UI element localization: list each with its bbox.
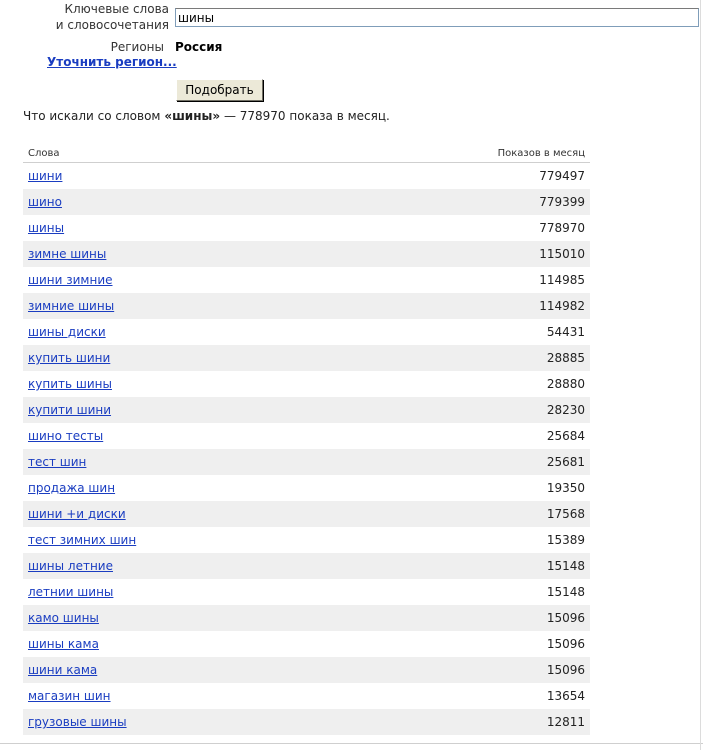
row-count-cell: 17568: [334, 501, 590, 527]
row-count-cell: 15096: [546, 637, 585, 651]
table-row: [23, 553, 590, 579]
row-count-cell: 25681: [334, 449, 590, 475]
row-word-cell: [23, 215, 334, 241]
summary-prefix: Что искали со словом: [23, 109, 165, 123]
row-count-cell: 13654: [546, 689, 585, 703]
summary-suffix: — 778970 показа в месяц.: [220, 109, 390, 123]
table-row: [23, 631, 590, 657]
results-body: [23, 163, 590, 736]
keyword-link[interactable]: тест зимних шин: [28, 533, 137, 547]
keyword-link[interactable]: шины летние: [28, 559, 113, 573]
table-row: [23, 501, 590, 527]
table-row: [23, 163, 590, 190]
row-word-cell: [23, 527, 334, 553]
row-word-cell: [23, 475, 334, 501]
keywords-input[interactable]: [175, 8, 699, 27]
keyword-link[interactable]: тест шин: [28, 455, 87, 469]
row-count-cell: 15096: [334, 657, 590, 683]
regions-label: Регионы: [110, 40, 164, 54]
keywords-label-line1: Ключевые слова: [64, 2, 169, 16]
row-count-cell: 15148: [334, 553, 590, 579]
column-header-count: Показов в месяц: [334, 145, 590, 163]
row-count-cell: 28230: [334, 397, 590, 423]
table-row: [23, 475, 590, 501]
table-row: [23, 423, 590, 449]
keyword-link[interactable]: грузовые шины: [28, 715, 127, 729]
row-word-cell: [23, 501, 334, 527]
table-row: [23, 267, 590, 293]
keyword-link[interactable]: шини: [28, 169, 63, 183]
row-word-cell: [23, 449, 334, 475]
region-value: Россия: [175, 40, 223, 54]
keyword-link[interactable]: шины диски: [28, 325, 106, 339]
row-count-cell: 15096: [334, 605, 590, 631]
row-count-cell: 28885: [334, 345, 590, 371]
row-word-cell: [23, 683, 334, 709]
keyword-link[interactable]: шини +и диски: [28, 507, 126, 521]
row-word-cell: [23, 579, 334, 605]
row-word-cell: [23, 397, 334, 423]
table-row: [23, 215, 590, 241]
row-word-cell: [23, 423, 334, 449]
row-word-cell: [23, 293, 334, 319]
table-row: [23, 709, 590, 735]
row-word-cell: [23, 631, 334, 657]
table-row: [23, 241, 590, 267]
table-row: [23, 683, 590, 709]
row-count-cell: 778970: [539, 221, 585, 235]
keywords-label: [20, 1, 169, 33]
keyword-link[interactable]: шини зимние: [28, 273, 113, 287]
row-count-cell: 114982: [334, 293, 590, 319]
row-word-cell: [23, 241, 334, 267]
keyword-link[interactable]: шины: [28, 221, 65, 235]
table-row: [23, 397, 590, 423]
table-row: [23, 293, 590, 319]
keyword-link[interactable]: магазин шин: [28, 689, 111, 703]
row-word-cell: [23, 189, 334, 215]
row-count-cell: 15148: [546, 585, 585, 599]
summary-keyword: «шины»: [164, 109, 221, 123]
keyword-link[interactable]: шини кама: [28, 663, 98, 677]
table-row: [23, 449, 590, 475]
row-word-cell: [23, 605, 334, 631]
row-word-cell: [23, 345, 334, 371]
row-word-cell: [23, 553, 334, 579]
table-row: [23, 345, 590, 371]
row-count-cell: 25684: [546, 429, 585, 443]
keyword-link[interactable]: продажа шин: [28, 481, 116, 495]
row-count-cell: 115010: [334, 241, 590, 267]
right-edge-divider: [700, 0, 701, 750]
table-row: [23, 579, 590, 605]
keyword-link[interactable]: камо шины: [28, 611, 99, 625]
bottom-divider: [0, 743, 703, 744]
column-header-word: Слова: [23, 145, 334, 163]
keyword-link[interactable]: купить шини: [28, 351, 111, 365]
row-count-cell: 19350: [546, 481, 585, 495]
table-row: [23, 657, 590, 683]
row-word-cell: [23, 267, 334, 293]
row-count-cell: 15389: [546, 533, 585, 547]
table-row: [23, 319, 590, 345]
table-row: [23, 527, 590, 553]
table-header-row: [23, 145, 590, 163]
keyword-link[interactable]: зимние шины: [28, 299, 115, 313]
row-word-cell: [23, 709, 334, 735]
keyword-link[interactable]: зимне шины: [28, 247, 107, 261]
row-count-cell: 779497: [539, 169, 585, 183]
row-word-cell: [23, 319, 334, 345]
row-word-cell: [23, 163, 334, 190]
row-count-cell: 28880: [546, 377, 585, 391]
table-row: [23, 371, 590, 397]
row-count-cell: 12811: [334, 709, 590, 735]
row-word-cell: [23, 371, 334, 397]
keyword-link[interactable]: купити шини: [28, 403, 112, 417]
table-row: [23, 189, 590, 215]
submit-button[interactable]: Подобрать: [176, 79, 263, 101]
keywords-label-line2: и словосочетания: [55, 18, 169, 32]
row-count-cell: 779399: [334, 189, 590, 215]
row-word-cell: [23, 657, 334, 683]
search-summary: [23, 109, 390, 123]
row-count-cell: 114985: [539, 273, 585, 287]
row-count-cell: 54431: [546, 325, 585, 339]
keyword-link[interactable]: летнии шины: [28, 585, 114, 599]
keyword-link[interactable]: купить шины: [28, 377, 112, 391]
refine-region-link[interactable]: Уточнить регион...: [47, 55, 177, 69]
results-table: [23, 145, 590, 735]
keyword-link[interactable]: шино тесты: [28, 429, 104, 443]
keyword-link[interactable]: шино: [28, 195, 62, 209]
table-row: [23, 605, 590, 631]
keyword-link[interactable]: шины кама: [28, 637, 99, 651]
